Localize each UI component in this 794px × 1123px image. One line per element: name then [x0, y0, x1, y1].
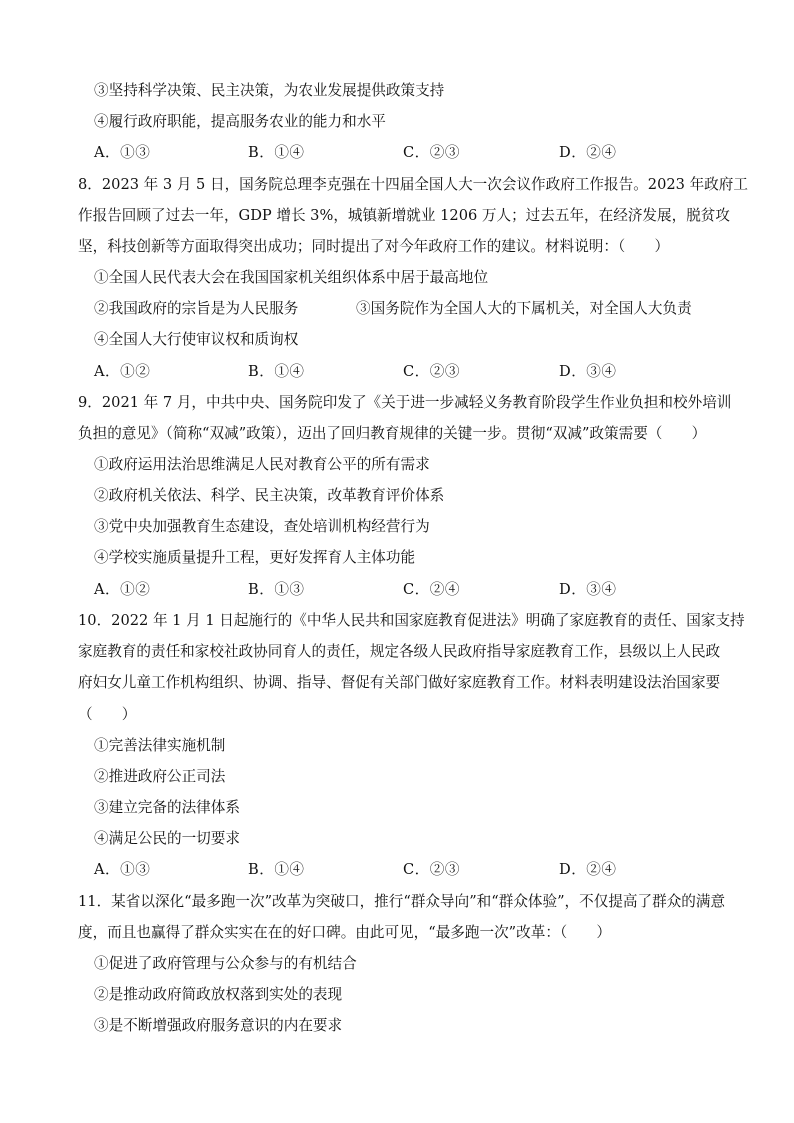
q11-option-1: ①促进了政府管理与公众参与的有机结合	[94, 955, 357, 972]
q10-choices	[0, 860, 794, 880]
q7-choice-a: A．①③	[94, 144, 151, 161]
q10-stem-line-3: 府妇女儿童工作机构组织、协调、指导、督促有关部门做好家庭教育工作。材料表明建设法治国家要	[78, 674, 721, 691]
q10-option-2: ②推进政府公正司法	[94, 768, 226, 785]
q11-option-3: ③是不断增强政府服务意识的内在要求	[94, 1017, 343, 1034]
q7-choice-b: B．①④	[248, 144, 305, 161]
q7-option-3: ③坚持科学决策、民主决策，为农业发展提供政策支持	[94, 82, 445, 99]
q10-choice-c: C．②③	[403, 861, 460, 878]
q8-option-3: ③国务院作为全国人大的下属机关，对全国人大负责	[356, 300, 692, 317]
q8-choice-d: D．③④	[559, 363, 617, 380]
q8-stem-line-1: 8．2023 年 3 月 5 日，国务院总理李克强在十四届全国人大一次会议作政府工作报告。2023 年政府工	[78, 176, 748, 193]
q9-choices	[0, 580, 794, 600]
q8-stem-line-2: 作报告回顾了过去一年，GDP 增长 3%，城镇新增就业 1206 万人；过去五年，在经济发展，脱贫攻	[78, 207, 730, 224]
q7-choices	[0, 143, 794, 163]
q8-option-1: ①全国人民代表大会在我国国家机关组织体系中居于最高地位	[94, 269, 489, 286]
q10-stem-line-1: 10．2022 年 1 月 1 日起施行的《中华人民共和国家庭教育促进法》明确了家庭教育的责任、国家支持	[78, 612, 745, 629]
q8-option-2: ②我国政府的宗旨是为人民服务	[94, 300, 299, 317]
q9-choice-b: B．①③	[248, 581, 305, 598]
q9-choice-c: C．②④	[403, 581, 460, 598]
q9-choice-a: A．①②	[94, 581, 151, 598]
q10-option-3: ③建立完备的法律体系	[94, 799, 240, 816]
q10-choice-b: B．①④	[248, 861, 305, 878]
q8-choice-b: B．①④	[248, 363, 305, 380]
q8-option-4: ④全国人大行使审议权和质询权	[94, 331, 299, 348]
q8-choice-c: C．②③	[403, 363, 460, 380]
q8-choice-a: A．①②	[94, 363, 151, 380]
q9-stem-line-2: 负担的意见》（简称“双减”政策），迈出了回归教育规律的关键一步。贯彻“双减”政策需要（ ）	[78, 425, 707, 442]
q11-stem-line-1: 11．某省以深化“最多跑一次”改革为突破口，推行“群众导向”和“群众体验”，不仅提高了群众的满意	[78, 893, 726, 910]
q9-option-2: ②政府机关依法、科学、民主决策，改革教育评价体系	[94, 487, 445, 504]
q10-option-4: ④满足公民的一切要求	[94, 830, 240, 847]
q8-choices	[0, 362, 794, 382]
q7-option-4: ④履行政府职能，提高服务农业的能力和水平	[94, 113, 386, 130]
q10-choice-a: A．①③	[94, 861, 151, 878]
q7-choice-d: D．②④	[559, 144, 617, 161]
q10-stem-line-4: （ ）	[78, 706, 137, 723]
q9-option-4: ④学校实施质量提升工程，更好发挥育人主体功能	[94, 549, 416, 566]
q10-stem-line-2: 家庭教育的责任和家校社政协同育人的责任，规定各级人民政府指导家庭教育工作，县级以上人民政	[78, 643, 721, 660]
q9-stem-line-1: 9．2021 年 7 月，中共中央、国务院印发了《关于进一步减轻义务教育阶段学生作业负担和校外培训	[78, 394, 732, 411]
q11-option-2: ②是推动政府简政放权落到实处的表现	[94, 986, 343, 1003]
q9-option-1: ①政府运用法治思维满足人民对教育公平的所有需求	[94, 456, 430, 473]
q7-choice-c: C．②③	[403, 144, 460, 161]
q8-stem-line-3: 坚，科技创新等方面取得突出成功；同时提出了对今年政府工作的建议。材料说明：（ ）	[78, 238, 670, 255]
q9-choice-d: D．③④	[559, 581, 617, 598]
q11-stem-line-2: 度，而且也赢得了群众实实在在的好口碑。由此可见，“最多跑一次”改革：（ ）	[78, 924, 611, 941]
q9-option-3: ③党中央加强教育生态建设，查处培训机构经营行为	[94, 518, 430, 535]
q10-choice-d: D．②④	[559, 861, 617, 878]
q10-option-1: ①完善法律实施机制	[94, 737, 226, 754]
